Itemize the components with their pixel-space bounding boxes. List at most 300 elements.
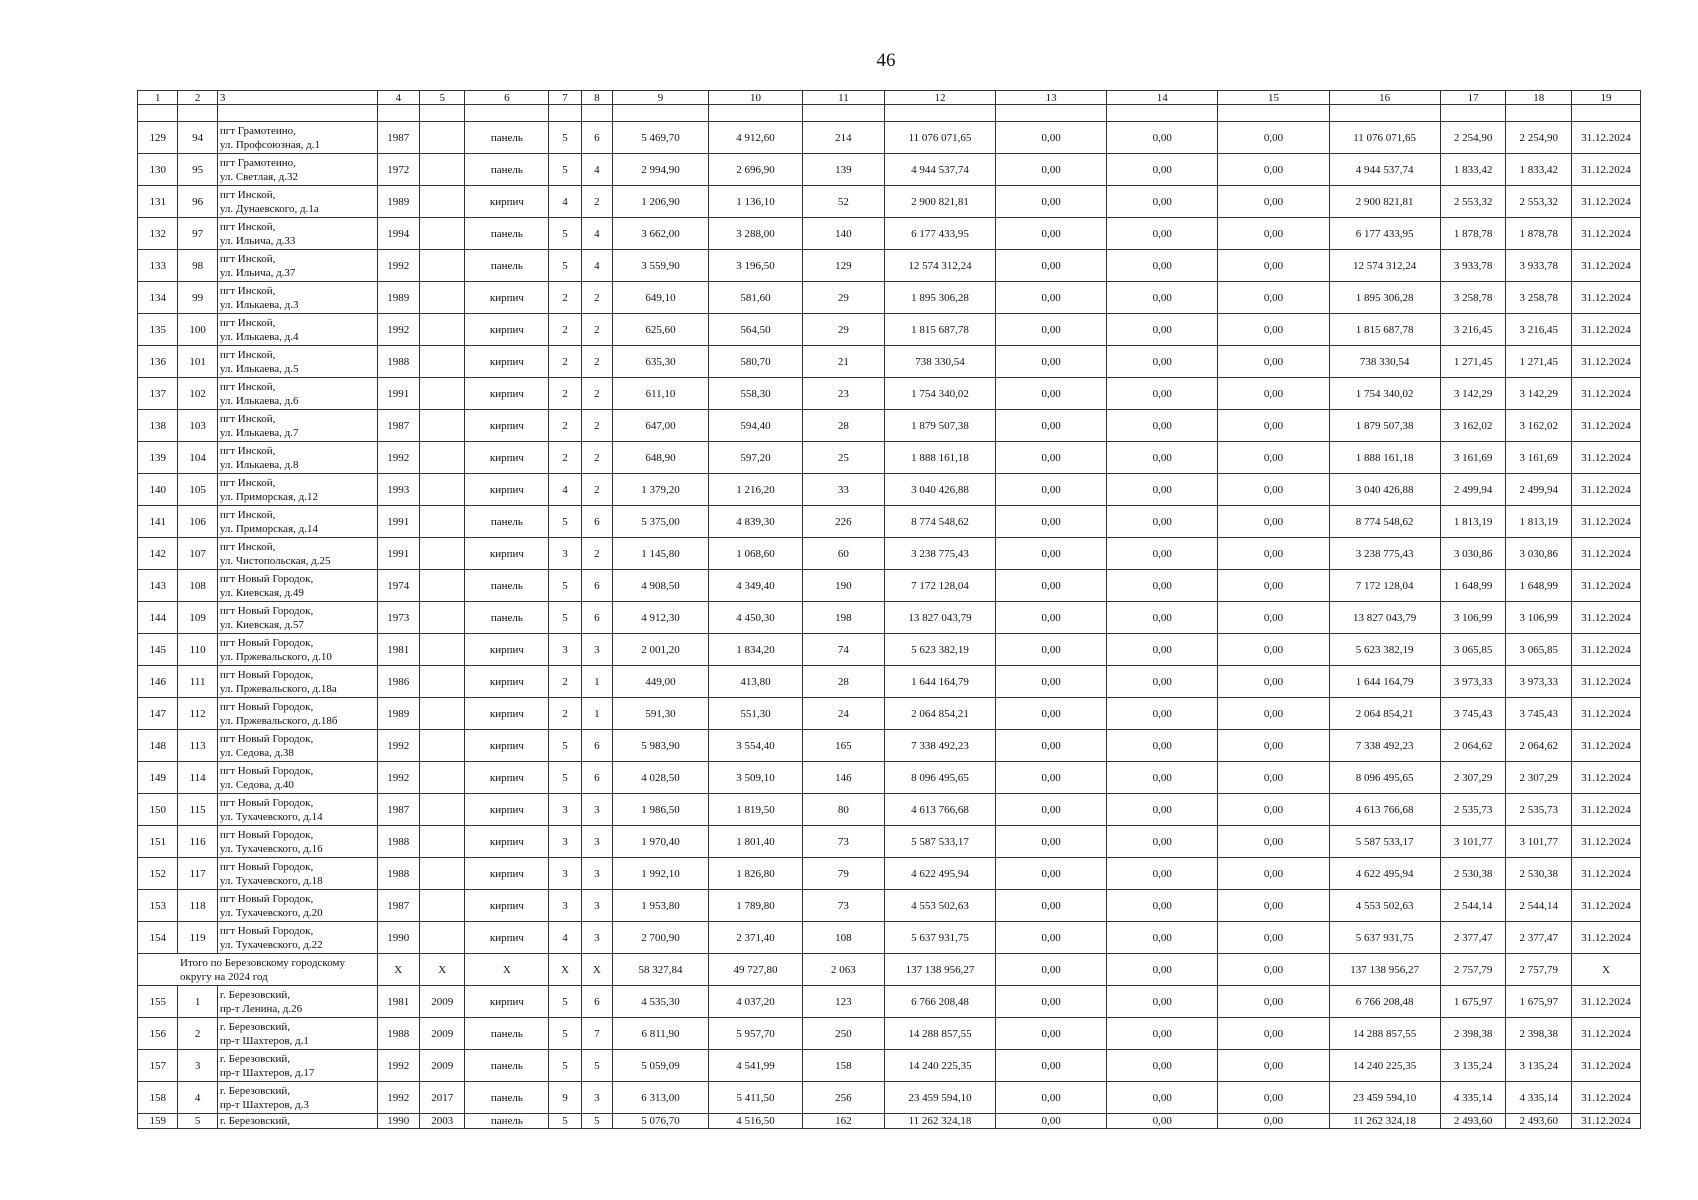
- table-cell: 0,00: [1218, 1050, 1329, 1082]
- table-cell: 1 216,20: [709, 474, 803, 506]
- table-cell: 73: [803, 826, 885, 858]
- table-cell: кирпич: [465, 538, 549, 570]
- table-cell: [419, 378, 464, 410]
- table-cell: 4 944 537,74: [1329, 154, 1440, 186]
- table-cell: 6: [581, 122, 612, 154]
- table-cell: 1 648,99: [1506, 570, 1572, 602]
- table-cell: 3 216,45: [1506, 314, 1572, 346]
- table-cell: 31.12.2024: [1572, 474, 1641, 506]
- table-cell: 0,00: [996, 378, 1107, 410]
- table-cell: 1990: [377, 1114, 419, 1129]
- table-cell: 5 957,70: [709, 1018, 803, 1050]
- table-cell: 150: [138, 794, 178, 826]
- table-row: [138, 602, 1641, 634]
- table-cell: 4: [178, 1082, 217, 1114]
- address-cell: г. Березовский,: [217, 1114, 377, 1129]
- table-cell: 1 826,80: [709, 858, 803, 890]
- table-cell: 4: [581, 250, 612, 282]
- table-cell: X: [419, 954, 464, 986]
- table-cell: 139: [138, 442, 178, 474]
- table-cell: 136: [138, 346, 178, 378]
- table-cell: кирпич: [465, 730, 549, 762]
- address-cell: пгт Новый Городок, ул. Пржевальского, д.18а: [217, 666, 377, 698]
- table-row: [138, 186, 1641, 218]
- table-cell: 31.12.2024: [1572, 858, 1641, 890]
- table-cell: 11 076 071,65: [1329, 122, 1440, 154]
- table-cell: 0,00: [1218, 890, 1329, 922]
- table-cell: 0,00: [1218, 730, 1329, 762]
- table-cell: [419, 858, 464, 890]
- table-spacer-row: [138, 105, 1641, 122]
- table-cell: 113: [178, 730, 217, 762]
- table-cell: 5: [549, 730, 581, 762]
- table-cell: 3: [549, 858, 581, 890]
- table-cell: [419, 250, 464, 282]
- table-cell: 31.12.2024: [1572, 1050, 1641, 1082]
- table-cell: 118: [178, 890, 217, 922]
- table-cell: 1972: [377, 154, 419, 186]
- table-cell: 3: [549, 634, 581, 666]
- table-cell: 3 238 775,43: [884, 538, 995, 570]
- table-cell: 8 096 495,65: [1329, 762, 1440, 794]
- table-cell: X: [465, 954, 549, 986]
- table-cell: 1 789,80: [709, 890, 803, 922]
- table-cell: 2: [581, 186, 612, 218]
- table-cell: 2 493,60: [1440, 1114, 1506, 1129]
- table-cell: 2 757,79: [1440, 954, 1506, 986]
- table-cell: 1988: [377, 1018, 419, 1050]
- table-cell: 141: [138, 506, 178, 538]
- table-cell: 0,00: [1218, 378, 1329, 410]
- address-cell: пгт Инской, ул. Илькаева, д.3: [217, 282, 377, 314]
- table-cell: 133: [138, 250, 178, 282]
- address-cell: пгт Новый Городок, ул. Пржевальского, д.18б: [217, 698, 377, 730]
- table-cell: [419, 410, 464, 442]
- table-cell: 8 774 548,62: [1329, 506, 1440, 538]
- table-cell: 2 530,38: [1440, 858, 1506, 890]
- table-cell: 5: [178, 1114, 217, 1129]
- table-cell: 2: [549, 442, 581, 474]
- table-cell: 31.12.2024: [1572, 570, 1641, 602]
- table-cell: 0,00: [1107, 506, 1218, 538]
- table-cell: 2 377,47: [1506, 922, 1572, 954]
- table-cell: 135: [138, 314, 178, 346]
- table-cell: 551,30: [709, 698, 803, 730]
- table-cell: 130: [138, 154, 178, 186]
- table-cell: 31.12.2024: [1572, 442, 1641, 474]
- table-cell: 6: [581, 602, 612, 634]
- table-row: [138, 122, 1641, 154]
- table-cell: кирпич: [465, 282, 549, 314]
- total-row: [138, 954, 1641, 986]
- table-cell: 5: [549, 986, 581, 1018]
- table-cell: 1981: [377, 634, 419, 666]
- table-cell: 31.12.2024: [1572, 250, 1641, 282]
- table-cell: [1218, 105, 1329, 122]
- table-cell: 6: [581, 762, 612, 794]
- table-cell: 7 338 492,23: [1329, 730, 1440, 762]
- table-cell: 0,00: [1107, 954, 1218, 986]
- table-cell: кирпич: [465, 378, 549, 410]
- table-cell: 1 888 161,18: [884, 442, 995, 474]
- table-cell: 0,00: [996, 698, 1107, 730]
- table-cell: панель: [465, 506, 549, 538]
- table-cell: 4 349,40: [709, 570, 803, 602]
- table-cell: 1 813,19: [1506, 506, 1572, 538]
- table-cell: 3 030,86: [1506, 538, 1572, 570]
- table-cell: 0,00: [996, 154, 1107, 186]
- table-cell: 114: [178, 762, 217, 794]
- table-cell: 6 766 208,48: [884, 986, 995, 1018]
- address-cell: пгт Инской, ул. Илькаева, д.6: [217, 378, 377, 410]
- table-cell: 6 177 433,95: [884, 218, 995, 250]
- table-cell: 0,00: [1107, 1082, 1218, 1114]
- table-cell: 5: [549, 506, 581, 538]
- table-cell: 1991: [377, 538, 419, 570]
- table-cell: 2 254,90: [1440, 122, 1506, 154]
- table-cell: 2: [549, 346, 581, 378]
- table-cell: 0,00: [996, 314, 1107, 346]
- table-cell: 1988: [377, 826, 419, 858]
- table-cell: 5 637 931,75: [884, 922, 995, 954]
- table-cell: 2 493,60: [1506, 1114, 1572, 1129]
- table-cell: 1989: [377, 698, 419, 730]
- table-cell: кирпич: [465, 890, 549, 922]
- table-cell: 5 076,70: [612, 1114, 708, 1129]
- table-cell: 6 177 433,95: [1329, 218, 1440, 250]
- table-cell: X: [377, 954, 419, 986]
- table-cell: 0,00: [1107, 1050, 1218, 1082]
- table-cell: [996, 105, 1107, 122]
- table-cell: 0,00: [996, 634, 1107, 666]
- table-row: [138, 570, 1641, 602]
- table-cell: 635,30: [612, 346, 708, 378]
- table-cell: 2: [549, 378, 581, 410]
- table-cell: кирпич: [465, 314, 549, 346]
- table-cell: 101: [178, 346, 217, 378]
- table-cell: 0,00: [1107, 826, 1218, 858]
- table-cell: 3: [581, 890, 612, 922]
- table-cell: 0,00: [1107, 474, 1218, 506]
- table-cell: 108: [178, 570, 217, 602]
- table-cell: 580,70: [709, 346, 803, 378]
- table-cell: 3 216,45: [1440, 314, 1506, 346]
- table-cell: 134: [138, 282, 178, 314]
- table-cell: 1987: [377, 410, 419, 442]
- table-cell: 1974: [377, 570, 419, 602]
- table-cell: 137: [138, 378, 178, 410]
- table-cell: 2 398,38: [1506, 1018, 1572, 1050]
- table-cell: 0,00: [1218, 506, 1329, 538]
- table-cell: 23: [803, 378, 885, 410]
- total-label: Итого по Березовскому городскому округу на 2024 год: [138, 954, 378, 986]
- table-cell: 3 040 426,88: [884, 474, 995, 506]
- table-cell: 149: [138, 762, 178, 794]
- table-cell: панель: [465, 250, 549, 282]
- table-cell: 31.12.2024: [1572, 826, 1641, 858]
- table-cell: 3: [581, 858, 612, 890]
- table-cell: 0,00: [996, 1082, 1107, 1114]
- table-cell: 1991: [377, 506, 419, 538]
- table-cell: 100: [178, 314, 217, 346]
- table-cell: 11 262 324,18: [1329, 1114, 1440, 1129]
- table-cell: 0,00: [1107, 346, 1218, 378]
- table-cell: 11 076 071,65: [884, 122, 995, 154]
- table-cell: 129: [138, 122, 178, 154]
- table-cell: 3: [549, 538, 581, 570]
- table-cell: 0,00: [996, 186, 1107, 218]
- table-cell: кирпич: [465, 186, 549, 218]
- table-cell: 31.12.2024: [1572, 986, 1641, 1018]
- table-cell: 3 238 775,43: [1329, 538, 1440, 570]
- table-row: [138, 890, 1641, 922]
- table-cell: 31.12.2024: [1572, 634, 1641, 666]
- table-cell: 2 499,94: [1506, 474, 1572, 506]
- table-cell: кирпич: [465, 474, 549, 506]
- table-cell: кирпич: [465, 826, 549, 858]
- table-cell: 4 912,30: [612, 602, 708, 634]
- table-cell: 111: [178, 666, 217, 698]
- table-cell: 129: [803, 250, 885, 282]
- table-cell: 97: [178, 218, 217, 250]
- table-cell: 24: [803, 698, 885, 730]
- table-row: [138, 250, 1641, 282]
- table-cell: [138, 105, 178, 122]
- table-cell: 1 271,45: [1506, 346, 1572, 378]
- table-cell: 3 288,00: [709, 218, 803, 250]
- page-number: 46: [876, 50, 896, 71]
- table-cell: 1 834,20: [709, 634, 803, 666]
- table-cell: 3 065,85: [1440, 634, 1506, 666]
- table-cell: 1 648,99: [1440, 570, 1506, 602]
- table-cell: 0,00: [996, 506, 1107, 538]
- table-cell: 3 559,90: [612, 250, 708, 282]
- table-cell: 2009: [419, 1050, 464, 1082]
- table-cell: панель: [465, 122, 549, 154]
- table-cell: 1987: [377, 122, 419, 154]
- table-cell: 1: [138, 91, 178, 105]
- table-cell: 0,00: [996, 890, 1107, 922]
- table-cell: 2 377,47: [1440, 922, 1506, 954]
- table-cell: 3 101,77: [1506, 826, 1572, 858]
- table-cell: 6: [581, 730, 612, 762]
- table-row: [138, 634, 1641, 666]
- table-cell: 1992: [377, 730, 419, 762]
- table-cell: 0,00: [996, 282, 1107, 314]
- table-cell: 31.12.2024: [1572, 602, 1641, 634]
- table-cell: 2 757,79: [1506, 954, 1572, 986]
- table-cell: 649,10: [612, 282, 708, 314]
- table-cell: 0,00: [1107, 666, 1218, 698]
- address-cell: пгт Грамотеино, ул. Профсоюзная, д.1: [217, 122, 377, 154]
- table-cell: 3 101,77: [1440, 826, 1506, 858]
- table-cell: 5: [549, 762, 581, 794]
- table-cell: 3 662,00: [612, 218, 708, 250]
- table-cell: [419, 122, 464, 154]
- table-cell: 0,00: [1107, 538, 1218, 570]
- table-cell: 1973: [377, 602, 419, 634]
- table-cell: 1 895 306,28: [1329, 282, 1440, 314]
- table-cell: 2: [549, 282, 581, 314]
- table-cell: 3 161,69: [1440, 442, 1506, 474]
- table-cell: 5 623 382,19: [1329, 634, 1440, 666]
- table-cell: 28: [803, 410, 885, 442]
- table-cell: 165: [803, 730, 885, 762]
- table-cell: 1990: [377, 922, 419, 954]
- table-cell: 7: [549, 91, 581, 105]
- table-cell: 13 827 043,79: [884, 602, 995, 634]
- table-cell: 31.12.2024: [1572, 346, 1641, 378]
- table-cell: 5: [581, 1050, 612, 1082]
- table-row: [138, 410, 1641, 442]
- table-cell: кирпич: [465, 666, 549, 698]
- table-cell: 2 535,73: [1440, 794, 1506, 826]
- table-cell: 0,00: [1107, 602, 1218, 634]
- table-cell: 3 509,10: [709, 762, 803, 794]
- table-cell: 5 587 533,17: [884, 826, 995, 858]
- table-cell: 2: [581, 474, 612, 506]
- table-cell: 29: [803, 314, 885, 346]
- table-cell: 226: [803, 506, 885, 538]
- table-cell: 0,00: [1107, 730, 1218, 762]
- table-cell: [1329, 105, 1440, 122]
- housing-table: [137, 90, 1641, 1129]
- table-row: [138, 538, 1641, 570]
- table-cell: 0,00: [1218, 1018, 1329, 1050]
- table-cell: 3 040 426,88: [1329, 474, 1440, 506]
- address-cell: [217, 105, 377, 122]
- table-cell: 4 450,30: [709, 602, 803, 634]
- table-cell: 4 028,50: [612, 762, 708, 794]
- table-cell: [178, 105, 217, 122]
- table-cell: 31.12.2024: [1572, 186, 1641, 218]
- table-cell: 0,00: [1107, 762, 1218, 794]
- table-cell: 106: [178, 506, 217, 538]
- table-cell: 5: [549, 602, 581, 634]
- table-cell: 31.12.2024: [1572, 698, 1641, 730]
- table-cell: [419, 730, 464, 762]
- table-cell: 132: [138, 218, 178, 250]
- table-cell: 3 258,78: [1506, 282, 1572, 314]
- table-row: [138, 762, 1641, 794]
- table-cell: кирпич: [465, 794, 549, 826]
- table-cell: 4 944 537,74: [884, 154, 995, 186]
- table-cell: 0,00: [1218, 602, 1329, 634]
- table-cell: 0,00: [1218, 410, 1329, 442]
- table-cell: панель: [465, 602, 549, 634]
- table-row: [138, 730, 1641, 762]
- address-cell: пгт Инской, ул. Приморская, д.14: [217, 506, 377, 538]
- table-cell: 2 530,38: [1506, 858, 1572, 890]
- table-cell: 1 644 164,79: [884, 666, 995, 698]
- table-cell: 5: [581, 1114, 612, 1129]
- table-cell: 1: [178, 986, 217, 1018]
- table-cell: 107: [178, 538, 217, 570]
- address-cell: пгт Грамотеино, ул. Светлая, д.32: [217, 154, 377, 186]
- table-cell: 117: [178, 858, 217, 890]
- table-cell: 0,00: [996, 122, 1107, 154]
- table-cell: 158: [138, 1082, 178, 1114]
- table-cell: кирпич: [465, 858, 549, 890]
- table-cell: [419, 826, 464, 858]
- table-cell: 1 879 507,38: [884, 410, 995, 442]
- table-cell: 5: [549, 154, 581, 186]
- table-cell: 2: [581, 314, 612, 346]
- table-cell: 155: [138, 986, 178, 1018]
- table-cell: 0,00: [996, 794, 1107, 826]
- table-cell: 6: [581, 506, 612, 538]
- table-cell: 0,00: [1107, 250, 1218, 282]
- table-cell: 0,00: [1218, 122, 1329, 154]
- table-cell: 611,10: [612, 378, 708, 410]
- table-cell: 5 587 533,17: [1329, 826, 1440, 858]
- table-cell: 7 338 492,23: [884, 730, 995, 762]
- table-row: [138, 986, 1641, 1018]
- table-cell: 9: [549, 1082, 581, 1114]
- address-cell: пгт Инской, ул. Приморская, д.12: [217, 474, 377, 506]
- table-cell: 119: [178, 922, 217, 954]
- table-cell: 3 933,78: [1440, 250, 1506, 282]
- table-cell: 1: [581, 666, 612, 698]
- table-cell: 5: [549, 570, 581, 602]
- table-cell: 4 622 495,94: [1329, 858, 1440, 890]
- table-cell: 0,00: [1107, 314, 1218, 346]
- table-row: [138, 1050, 1641, 1082]
- table-cell: 1 986,50: [612, 794, 708, 826]
- table-cell: 159: [138, 1114, 178, 1129]
- table-cell: панель: [465, 154, 549, 186]
- table-cell: 14 240 225,35: [1329, 1050, 1440, 1082]
- table-cell: [419, 314, 464, 346]
- table-cell: 1 879 507,38: [1329, 410, 1440, 442]
- table-cell: 2 064 854,21: [884, 698, 995, 730]
- table-cell: 4: [549, 474, 581, 506]
- table-cell: 11 262 324,18: [884, 1114, 995, 1129]
- address-cell: пгт Новый Городок, ул. Седова, д.40: [217, 762, 377, 794]
- table-cell: 3: [581, 826, 612, 858]
- table-cell: 0,00: [996, 986, 1107, 1018]
- table-cell: 52: [803, 186, 885, 218]
- table-cell: 4 535,30: [612, 986, 708, 1018]
- table-row: [138, 346, 1641, 378]
- table-cell: [419, 282, 464, 314]
- table-cell: 5 059,09: [612, 1050, 708, 1082]
- table-cell: 0,00: [1218, 922, 1329, 954]
- table-cell: 2 254,90: [1506, 122, 1572, 154]
- table-cell: 0,00: [1107, 442, 1218, 474]
- table-cell: 2 544,14: [1440, 890, 1506, 922]
- table-cell: 0,00: [1107, 1114, 1218, 1129]
- table-cell: 4 613 766,68: [884, 794, 995, 826]
- table-cell: 2017: [419, 1082, 464, 1114]
- table-cell: 105: [178, 474, 217, 506]
- table-cell: 13: [996, 91, 1107, 105]
- table-cell: 14 288 857,55: [1329, 1018, 1440, 1050]
- table-cell: 413,80: [709, 666, 803, 698]
- table-cell: 3: [581, 1082, 612, 1114]
- table-cell: 2 700,90: [612, 922, 708, 954]
- table-cell: 0,00: [996, 218, 1107, 250]
- table-cell: 96: [178, 186, 217, 218]
- table-cell: панель: [465, 1082, 549, 1114]
- table-cell: 1988: [377, 346, 419, 378]
- table-cell: 31.12.2024: [1572, 506, 1641, 538]
- table-cell: 3 745,43: [1506, 698, 1572, 730]
- table-cell: 8 774 548,62: [884, 506, 995, 538]
- table-cell: 73: [803, 890, 885, 922]
- table-cell: 0,00: [996, 1114, 1107, 1129]
- table-cell: [419, 154, 464, 186]
